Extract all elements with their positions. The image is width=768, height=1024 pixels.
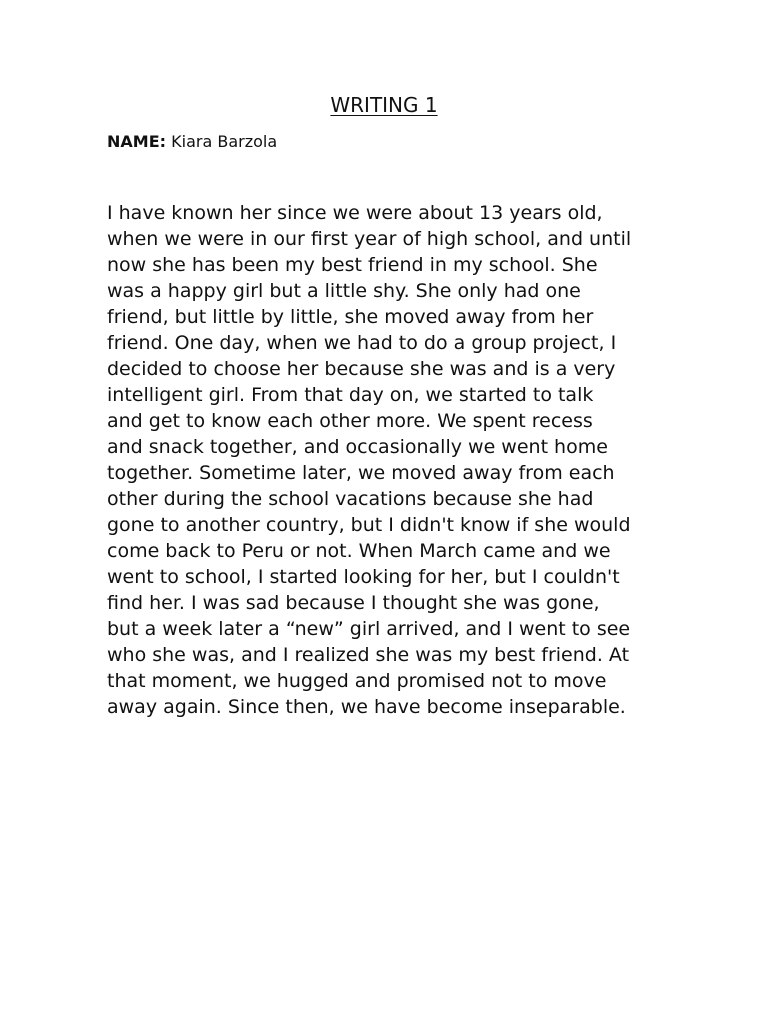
student-name-line [107,131,277,153]
essay-line: when we were in our first year of high school, and until [107,228,632,250]
essay-line: other during the school vacations because she had [107,488,594,510]
essay-line: I have known her since we were about 13 years old, [107,202,603,224]
student-name: Kiara Barzola [171,132,278,151]
essay-line: come back to Peru or not. When March came and we [107,540,611,562]
essay-line: that moment, we hugged and promised not to move [107,670,607,692]
document-title: WRITING 1 [330,93,438,117]
essay-line: friend, but little by little, she moved away from her [107,306,594,328]
essay-line: now she has been my best friend in my school. She [107,254,598,276]
essay-body [107,200,667,720]
essay-line: who she was, and I realized she was my best friend. At [107,644,630,666]
essay-line: find her. I was sad because I thought she was gone, [107,592,600,614]
essay-line: and get to know each other more. We spent recess [107,410,593,432]
name-label: NAME: [107,132,167,151]
essay-line: decided to choose her because she was and is a very [107,358,616,380]
essay-line: together. Sometime later, we moved away from each [107,462,615,484]
essay-line: intelligent girl. From that day on, we started to talk [107,384,594,406]
essay-line: was a happy girl but a little shy. She only had one [107,280,581,302]
essay-line: and snack together, and occasionally we went home [107,436,608,458]
essay-line: away again. Since then, we have become inseparable. [107,696,626,718]
essay-line: friend. One day, when we had to do a group project, I [107,332,617,354]
essay-line: went to school, I started looking for her, but I couldn't [107,566,620,588]
essay-line: but a week later a “new” girl arrived, and I went to see [107,618,631,640]
essay-line: gone to another country, but I didn't know if she would [107,514,631,536]
